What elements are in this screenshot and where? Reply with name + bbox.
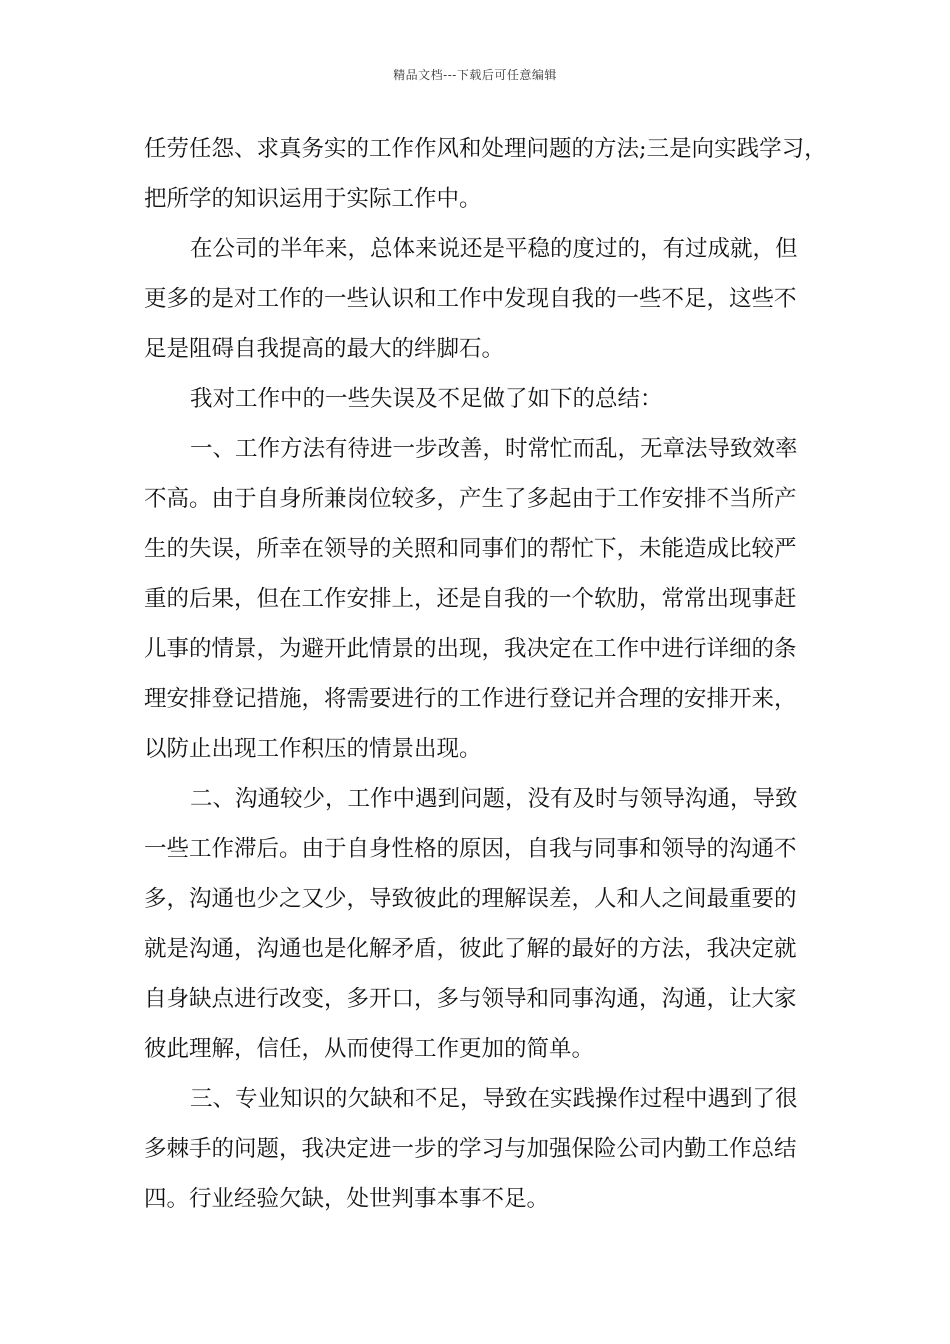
text-line: 在公司的半年来，总体来说还是平稳的度过的，有过成就，但 [190, 236, 798, 262]
text-line: 足是阻碍自我提高的最大的绊脚石。 [144, 336, 505, 362]
text-line: 三、专业知识的欠缺和不足，导致在实践操作过程中遇到了很 [190, 1086, 798, 1112]
text-line: 理安排登记措施，将需要进行的工作进行登记并合理的安排开来， [144, 686, 797, 712]
text-line: 一些工作滞后。由于自身性格的原因，自我与同事和领导的沟通不 [144, 836, 797, 862]
text-line: 更多的是对工作的一些认识和工作中发现自我的一些不足，这些不 [144, 286, 797, 312]
text-line: 任劳任怨、求真务实的工作作风和处理问题的方法;三是向实践学习， [144, 136, 827, 162]
text-line: 彼此理解，信任，从而使得工作更加的简单。 [144, 1036, 595, 1062]
text-line: 以防止出现工作积压的情景出现。 [144, 736, 482, 762]
text-line: 不高。由于自身所兼岗位较多，产生了多起由于工作安排不当所产 [144, 486, 797, 512]
text-line: 二、沟通较少，工作中遇到问题，没有及时与领导沟通，导致 [190, 786, 798, 812]
document-body [144, 124, 827, 1224]
text-line: 重的后果，但在工作安排上，还是自我的一个软肋，常常出现事赶 [144, 586, 797, 612]
text-line: 把所学的知识运用于实际工作中。 [144, 186, 482, 212]
text-line: 多，沟通也少之又少，导致彼此的理解误差，人和人之间最重要的 [144, 886, 797, 912]
text-line: 生的失误，所幸在领导的关照和同事们的帮忙下，未能造成比较严 [144, 536, 797, 562]
text-line: 自身缺点进行改变，多开口，多与领导和同事沟通，沟通，让大家 [144, 986, 797, 1012]
text-line: 多棘手的问题，我决定进一步的学习与加强保险公司内勤工作总结 [144, 1136, 797, 1162]
page-header: 精品文档---下载后可任意编辑 [393, 68, 557, 82]
text-line: 我对工作中的一些失误及不足做了如下的总结： [190, 386, 663, 412]
text-line: 就是沟通，沟通也是化解矛盾，彼此了解的最好的方法，我决定就 [144, 936, 797, 962]
text-line: 四。行业经验欠缺，处世判事本事不足。 [144, 1186, 550, 1212]
text-line: 一、工作方法有待进一步改善，时常忙而乱，无章法导致效率 [190, 436, 798, 462]
text-line: 儿事的情景，为避开此情景的出现，我决定在工作中进行详细的条 [144, 636, 797, 662]
